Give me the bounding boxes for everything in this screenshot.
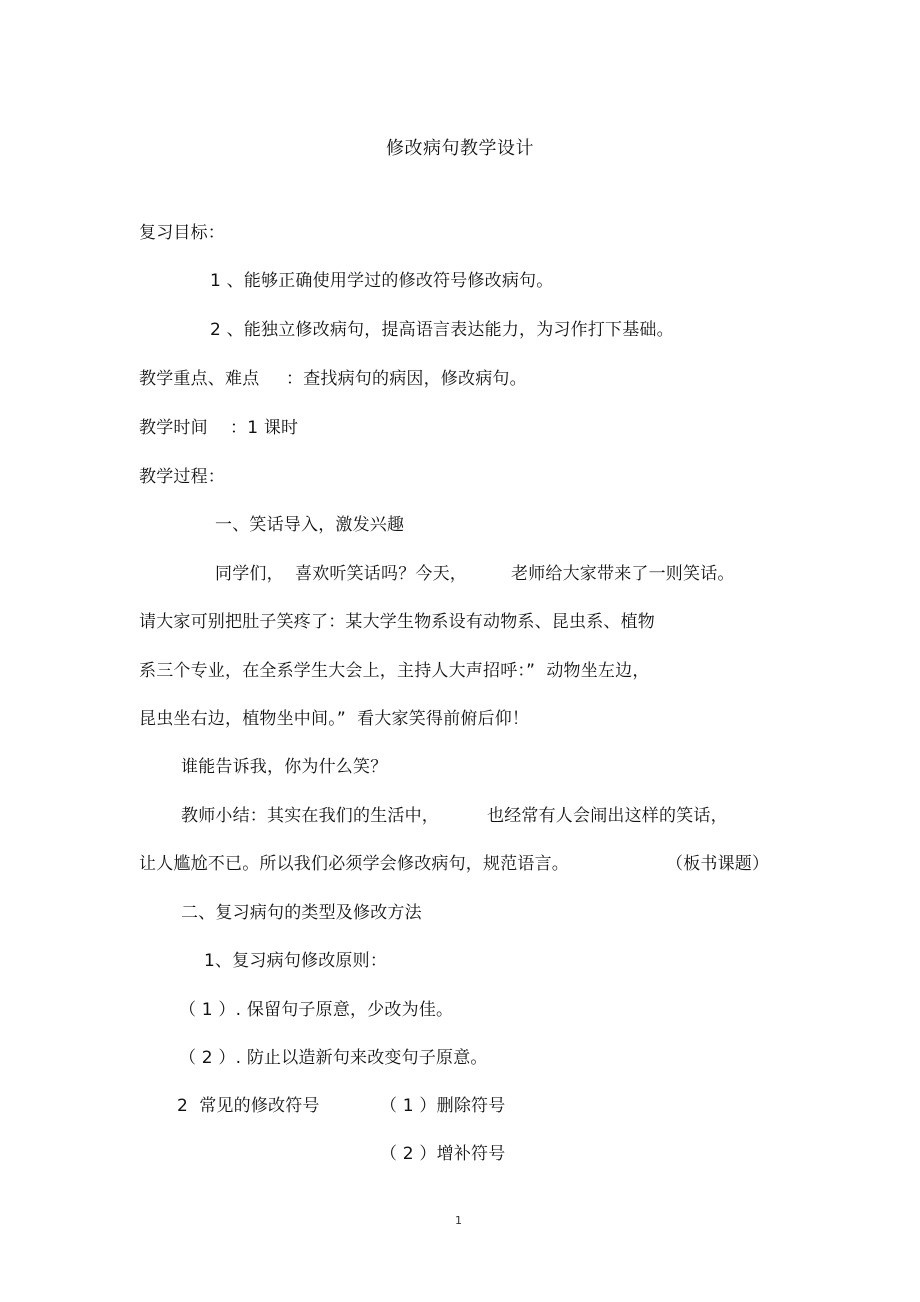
page-number: 1 [455,1214,462,1227]
teaching-time-label: 教学时间 [139,418,208,438]
paragraph-text: 系三个专业，在全系学生大会上，主持人大声招呼：” 动物坐左边， [139,661,650,681]
symbol-item: （ 2 ）增补符号 [380,1144,506,1164]
key-points-value: ：查找病句的病因，修改病句。 [286,369,527,389]
teaching-time-value: ：1 课时 [230,418,299,438]
subsection-heading: 2 常见的修改符号 [177,1096,320,1116]
paragraph-text: 昆虫坐右边，植物坐中间。” 看大家笑得前俯后仰！ [139,709,530,729]
board-note: （板书课题） [666,854,770,874]
principle-item: （ 1 ）. 保留句子原意，少改为佳。 [179,1000,454,1020]
paragraph-text: 请大家可别把肚子笑疼了：某大学生物系设有动物系、昆虫系、植物 [139,612,655,632]
key-points-label: 教学重点、难点 [139,369,260,389]
principle-item: （ 2 ）. 防止以造新句来改变句子原意。 [179,1048,488,1068]
paragraph-text: 老师给大家带来了一则笑话。 [511,564,735,584]
review-goals-label: 复习目标： [139,223,225,243]
summary-text: 教师小结：其实在我们的生活中， [181,806,439,826]
review-goal-item: 1 、能够正确使用学过的修改符号修改病句。 [210,271,554,291]
question-text: 谁能告诉我，你为什么笑？ [181,757,388,777]
summary-text: 也经常有人会闹出这样的笑话， [487,806,728,826]
section-heading: 一、笑话导入，激发兴趣 [215,515,405,535]
process-label: 教学过程： [139,467,225,487]
section-heading: 二、复习病句的类型及修改方法 [181,903,422,923]
symbol-item: （ 1 ）删除符号 [380,1096,506,1116]
subsection-heading: 1、复习病句修改原则： [204,951,388,971]
document-title: 修改病句教学设计 [386,138,534,159]
review-goal-item: 2 、能独立修改病句，提高语言表达能力，为习作打下基础。 [210,320,674,340]
paragraph-text: 同学们， 喜欢听笑话吗？今天， [215,564,468,584]
summary-text: 让人尴尬不已。所以我们必须学会修改病句，规范语言。 [139,854,569,874]
